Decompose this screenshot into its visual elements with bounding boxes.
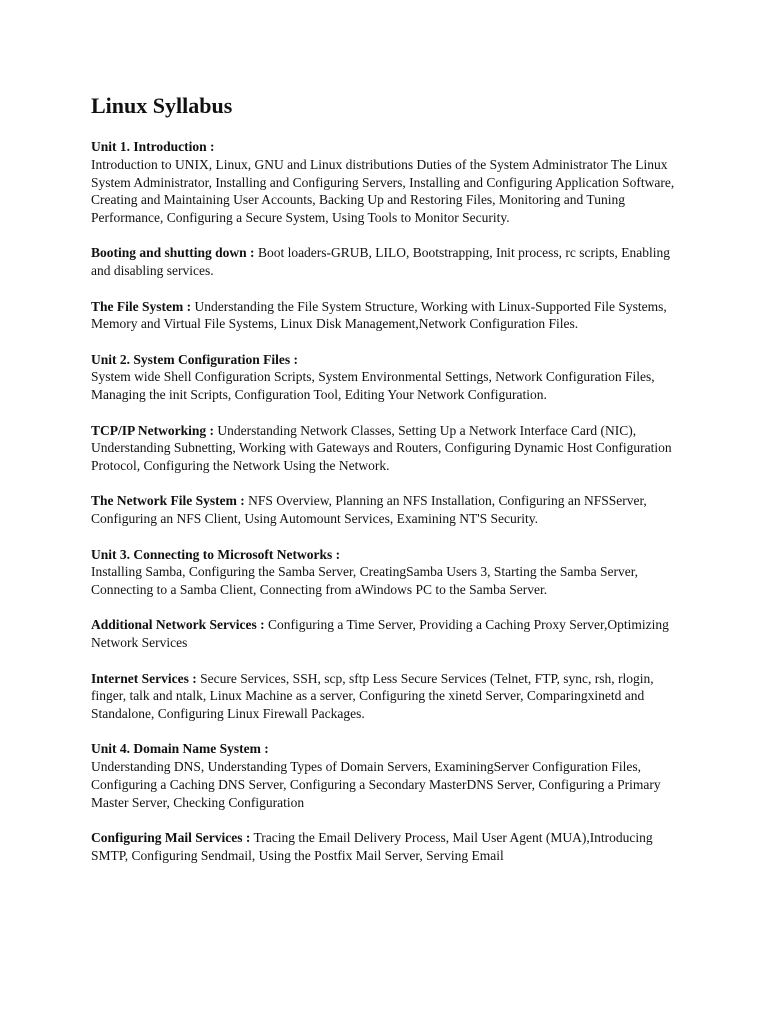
section-the-file-system bbox=[91, 298, 687, 334]
section-text: Understanding DNS, Understanding Types of Domain Servers, ExaminingServer Configuration Files, Configuring a Caching DNS Server, Configuring a Secondary MasterDNS Server, Configuring a Primary Master Server, Checking Configuration bbox=[91, 759, 661, 810]
section-unit-4-domain-name-system bbox=[91, 740, 687, 811]
section-heading: The Network File System : bbox=[91, 493, 245, 509]
section-heading: Booting and shutting down : bbox=[91, 245, 255, 261]
section-configuring-mail-services bbox=[91, 829, 687, 865]
section-text: Understanding Network Classes, Setting Up a Network Interface Card (NIC), Understanding Subnetting, Working with Gateways and Routers, Configuring Dynamic Host Configuration Protocol, Configuring the Network Using the Network. bbox=[91, 422, 672, 474]
section-unit-1-introduction bbox=[91, 138, 687, 227]
section-text: Introduction to UNIX, Linux, GNU and Linux distributions Duties of the System Administrator The Linux System Administrator, Installing and Configuring Servers, Installing and Configuring Application Software, Creating and Maintaining User Accounts, Backing Up and Restoring Files, Monitoring and Tuning Performance, Configuring a Secure System, Using Tools to Monitor Security. bbox=[91, 156, 675, 226]
section-text: Understanding the File System Structure, Working with Linux-Supported File Systems, Memory and Virtual File Systems, Linux Disk Management,Network Configuration Files. bbox=[91, 298, 667, 332]
document-page bbox=[91, 92, 687, 882]
document-title: Linux Syllabus bbox=[91, 93, 233, 118]
section-text: Configuring a Time Server, Providing a Caching Proxy Server,Optimizing Network Services bbox=[91, 617, 669, 651]
section-heading: The File System : bbox=[91, 298, 192, 314]
section-heading: Configuring Mail Services : bbox=[91, 830, 251, 846]
section-tcp-ip-networking bbox=[91, 422, 687, 475]
section-heading: Unit 3. Connecting to Microsoft Networks : bbox=[91, 546, 341, 562]
section-unit-2-system-configuration-files bbox=[91, 351, 687, 404]
section-additional-network-services bbox=[91, 616, 687, 652]
section-unit-3-connecting-to-microsoft-networks bbox=[91, 546, 687, 599]
section-text: System wide Shell Configuration Scripts, System Environmental Settings, Network Configuration Files, Managing the init Scripts, Configuration Tool, Editing Your Network Configuration. bbox=[91, 369, 655, 403]
section-text: Installing Samba, Configuring the Samba Server, CreatingSamba Users 3, Starting the Samba Server, Connecting to a Samba Client, Connecting from aWindows PC to the Samba Server. bbox=[91, 564, 639, 598]
section-heading: Unit 2. System Configuration Files : bbox=[91, 351, 298, 367]
section-text: Secure Services, SSH, scp, sftp Less Secure Services (Telnet, FTP, sync, rsh, rlogin, finger, talk and ntalk, Linux Machine as a server, Configuring the xinetd Server, Comparingxinetd and Standalone, Configuring Linux Firewall Packages. bbox=[91, 670, 654, 722]
section-text: NFS Overview, Planning an NFS Installation, Configuring an NFSServer, Configuring an NFS Client, Using Automount Services, Examining NT'S Security. bbox=[91, 493, 647, 527]
section-heading: TCP/IP Networking : bbox=[91, 422, 214, 438]
section-booting-and-shutting-down bbox=[91, 244, 687, 280]
section-the-network-file-system bbox=[91, 492, 687, 528]
section-text: Tracing the Email Delivery Process, Mail User Agent (MUA),Introducing SMTP, Configuring Sendmail, Using the Postfix Mail Server, Serving Email bbox=[91, 830, 653, 863]
section-internet-services bbox=[91, 670, 687, 723]
section-text: Boot loaders-GRUB, LILO, Bootstrapping, Init process, rc scripts, Enabling and disabling services. bbox=[91, 245, 670, 279]
section-heading: Internet Services : bbox=[91, 670, 197, 686]
section-heading: Additional Network Services : bbox=[91, 617, 265, 633]
section-heading: Unit 4. Domain Name System : bbox=[91, 741, 269, 757]
section-heading: Unit 1. Introduction : bbox=[91, 139, 215, 154]
